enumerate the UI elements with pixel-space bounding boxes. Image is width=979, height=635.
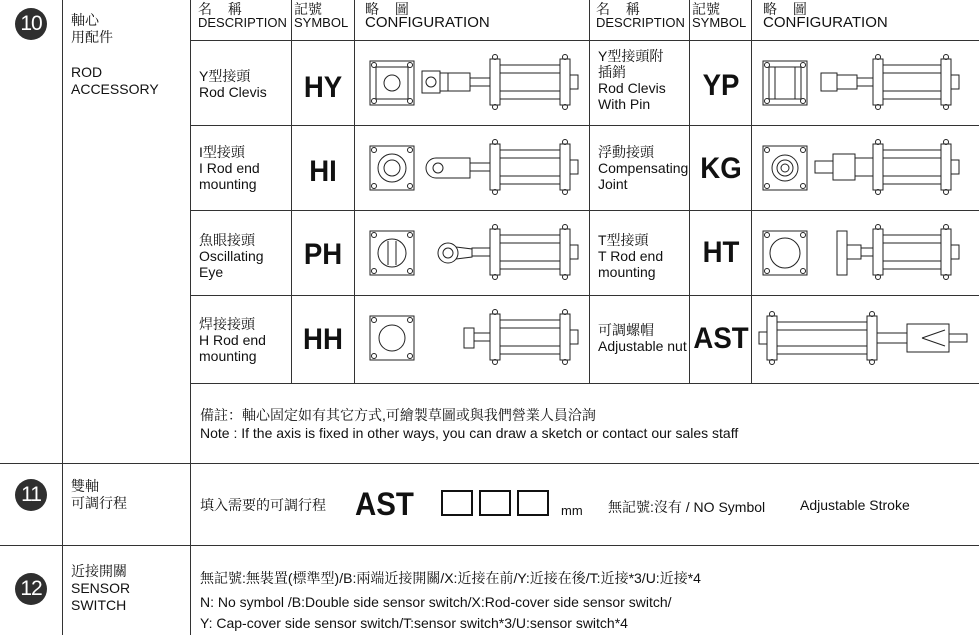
compensating-joint-diagram <box>757 130 975 206</box>
column-divider <box>354 0 355 383</box>
label-line: SENSOR <box>71 580 131 596</box>
header-configuration: 略 圖 CONFIGURATION <box>763 1 888 31</box>
row-divider <box>190 40 979 41</box>
description-cell: 可調螺帽 Adjustable nut <box>598 322 687 354</box>
t-rod-end-diagram <box>757 215 975 291</box>
symbol-code: HI <box>309 155 337 188</box>
note-en: Note : If the axis is fixed in other ways, you can draw a sketch or contact our sales staff <box>200 425 739 441</box>
row-divider <box>190 295 979 296</box>
h-rod-end-diagram <box>360 300 585 378</box>
column-divider <box>689 0 690 383</box>
rod-clevis-diagram <box>360 45 585 121</box>
symbol-code: HT <box>702 236 740 269</box>
description-cell: Y型接頭 Rod Clevis <box>199 68 267 100</box>
description-cell: 浮動接頭 Compensating Joint <box>598 144 689 192</box>
header-symbol: 記號 SYMBOL <box>294 1 349 30</box>
section-label-en <box>71 64 159 98</box>
section-label-zh <box>71 12 113 46</box>
column-divider <box>589 0 590 383</box>
description-cell: I型接頭 I Rod end mounting <box>199 144 260 192</box>
stroke-digit-box[interactable] <box>479 490 511 516</box>
label-line: ROD <box>71 64 103 80</box>
stroke-digit-box[interactable] <box>517 490 549 516</box>
label-line: 近接開關 <box>71 563 127 579</box>
row-divider <box>190 210 979 211</box>
row-divider <box>190 125 979 126</box>
header-configuration: 略 圖 CONFIGURATION <box>365 1 490 31</box>
row-divider <box>190 383 979 384</box>
label-line: 雙軸 <box>71 478 99 494</box>
description-cell: T型接頭 T Rod end mounting <box>598 232 664 280</box>
symbol-code: HY <box>303 71 343 104</box>
label-line: 用配件 <box>71 29 113 45</box>
oscillating-eye-diagram <box>360 215 585 291</box>
symbol-code: HH <box>303 323 343 356</box>
section-divider <box>0 545 979 546</box>
symbol-code: PH <box>303 238 343 271</box>
column-divider <box>751 0 752 383</box>
rod-clevis-pin-diagram <box>757 45 975 121</box>
adjustable-stroke-code: AST <box>355 486 414 522</box>
i-rod-end-diagram <box>360 130 585 206</box>
symbol-code: YP <box>702 69 740 102</box>
section-number-badge: 12 <box>15 573 47 605</box>
section-number-badge: 11 <box>15 479 47 511</box>
unit-label: mm <box>561 503 583 518</box>
sensor-switch-options-en: Y: Cap-cover side sensor switch/T:sensor switch*3/U:sensor switch*4 <box>200 615 628 631</box>
column-divider <box>190 0 191 635</box>
description-cell: Y型接頭附 插銷 Rod Clevis With Pin <box>598 48 666 112</box>
adjustable-nut-diagram <box>757 300 975 378</box>
symbol-code: AST <box>693 322 749 355</box>
column-divider <box>62 0 63 635</box>
symbol-code: KG <box>700 152 742 185</box>
header-description: 名 稱 DESCRIPTION <box>596 1 685 30</box>
label-line: SWITCH <box>71 597 127 613</box>
label-line: 軸心 <box>71 12 99 28</box>
header-symbol: 記號 SYMBOL <box>692 1 747 30</box>
section-label-zh <box>71 478 127 512</box>
stroke-digit-box[interactable] <box>441 490 473 516</box>
no-symbol-text: 無記號:沒有 / NO Symbol <box>608 499 766 515</box>
note-zh: 備註：軸心固定如有其它方式,可繪製草圖或與我們營業人員洽詢 <box>200 407 596 423</box>
adjustable-stroke-desc: Adjustable Stroke <box>800 497 910 513</box>
sensor-switch-options-en: N: No symbol /B:Double side sensor switch/X:Rod-cover side sensor switch/ <box>200 594 672 610</box>
sensor-switch-options-zh: 無記號:無裝置(標準型)/B:兩端近接開關/X:近接在前/Y:近接在後/T:近接*3/U:近接*4 <box>200 570 701 586</box>
header-description: 名 稱 DESCRIPTION <box>198 1 287 30</box>
section-number-badge: 10 <box>15 8 47 40</box>
label-line: 可調行程 <box>71 495 127 511</box>
section-divider <box>0 463 979 464</box>
column-divider <box>291 0 292 383</box>
label-line: ACCESSORY <box>71 81 159 97</box>
description-cell: 魚眼接頭 Oscillating Eye <box>199 232 264 280</box>
section-label <box>71 563 130 614</box>
description-cell: 焊接接頭 H Rod end mounting <box>199 316 266 364</box>
fill-instruction: 填入需要的可調行程 <box>200 497 326 513</box>
